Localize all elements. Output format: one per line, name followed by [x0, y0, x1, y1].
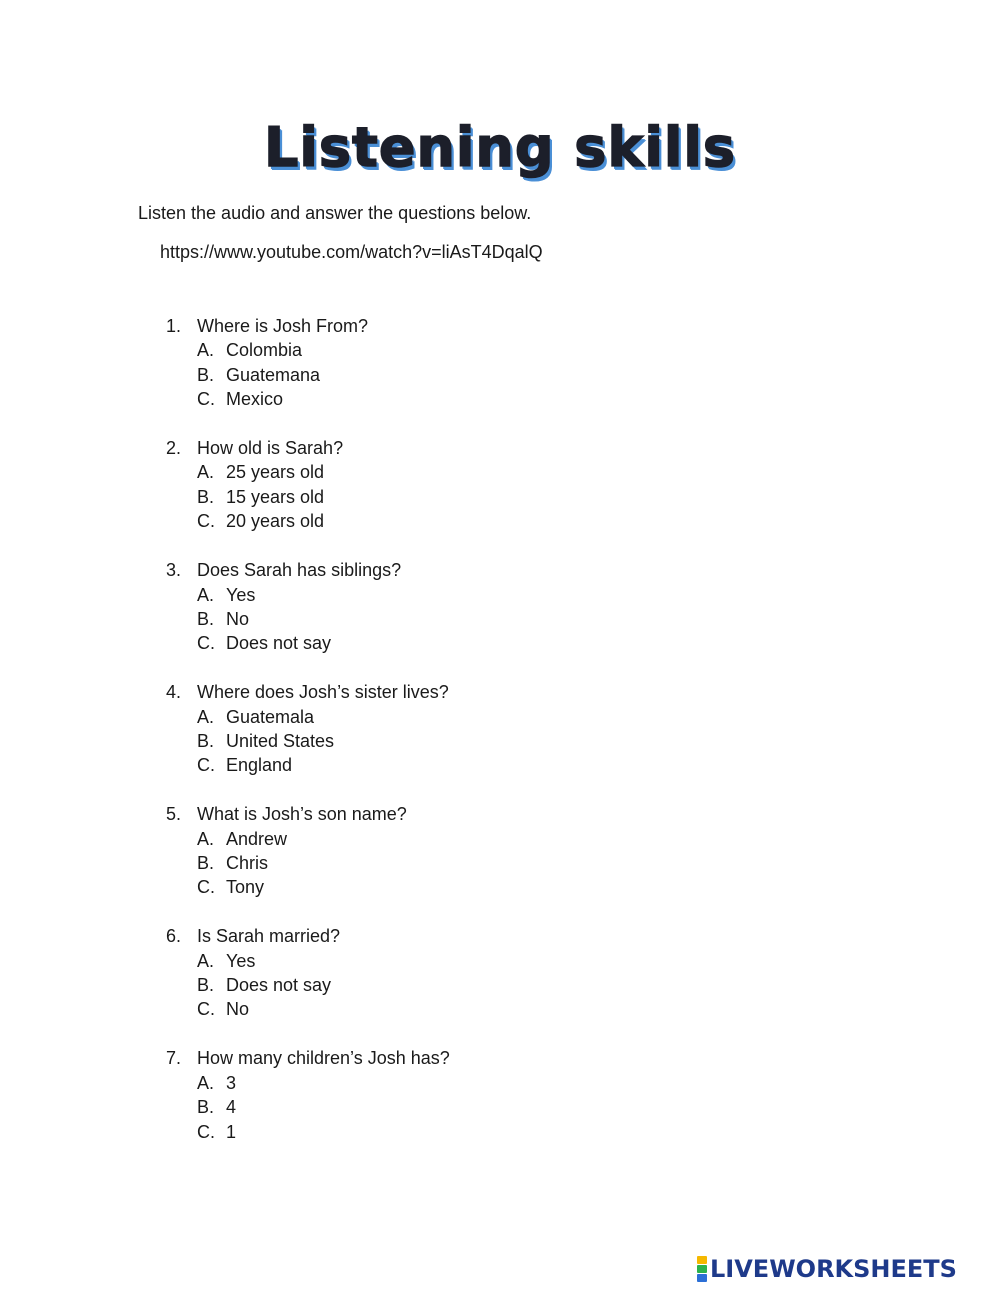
option-letter: C.: [197, 1121, 215, 1142]
option-list: [166, 460, 450, 533]
option-letter: C.: [197, 389, 215, 410]
liveworksheets-brand: [697, 1255, 957, 1283]
option-letter: C.: [197, 633, 215, 654]
option-letter: A.: [197, 706, 215, 727]
question-text: Does Sarah has siblings?: [197, 560, 402, 581]
option-item: [197, 753, 450, 777]
question-number: 4.: [166, 682, 182, 703]
option-letter: C.: [197, 877, 215, 898]
question-text: Where is Josh From?: [197, 316, 369, 336]
option-text: Colombia: [226, 340, 303, 361]
option-text: Tony: [226, 877, 265, 898]
option-letter: B.: [197, 853, 215, 874]
option-item: [197, 387, 450, 411]
option-text: No: [226, 999, 250, 1020]
worksheet-title: Listening skills: [263, 116, 737, 179]
option-item: [197, 485, 450, 509]
option-text: Does not say: [226, 975, 332, 996]
option-letter: A.: [197, 828, 215, 849]
option-list: [166, 827, 450, 900]
option-letter: C.: [197, 755, 215, 776]
logo-block-green: [697, 1265, 707, 1273]
question-2: [166, 436, 450, 534]
option-item: [197, 363, 450, 387]
option-text: 4: [226, 1097, 237, 1118]
option-letter: A.: [197, 1072, 215, 1093]
option-text: Mexico: [226, 389, 284, 410]
option-letter: B.: [197, 730, 215, 751]
option-text: Yes: [226, 950, 256, 971]
option-item: [197, 851, 450, 875]
question-text: What is Josh’s son name?: [197, 804, 407, 825]
option-letter: A.: [197, 340, 215, 361]
question-1: [166, 314, 450, 412]
option-text: Yes: [226, 584, 256, 605]
logo-block-blue: [697, 1274, 707, 1282]
option-item: [197, 583, 450, 607]
option-text: Does not say: [226, 633, 332, 654]
option-text: Guatemana: [226, 364, 321, 385]
option-letter: B.: [197, 1097, 215, 1118]
question-number: 6.: [166, 926, 182, 947]
option-item: [197, 949, 450, 973]
question-text: Is Sarah married?: [197, 926, 341, 947]
option-item: [197, 875, 450, 899]
option-letter: B.: [197, 364, 215, 385]
question-4: [166, 680, 450, 778]
option-item: [197, 607, 450, 631]
question-5: [166, 802, 450, 900]
option-text: No: [226, 608, 250, 629]
option-item: [197, 705, 450, 729]
liveworksheets-logo-icon: [697, 1256, 707, 1282]
option-letter: C.: [197, 511, 215, 532]
option-item: [197, 1120, 450, 1144]
option-letter: A.: [197, 462, 215, 483]
question-list: [166, 314, 450, 1168]
option-item: [197, 1071, 450, 1095]
option-item: [197, 827, 450, 851]
logo-block-yellow: [697, 1256, 707, 1264]
option-letter: A.: [197, 950, 215, 971]
question-7: [166, 1046, 450, 1144]
option-list: [166, 949, 450, 1022]
option-text: England: [226, 755, 293, 776]
option-item: [197, 631, 450, 655]
instructions-text: Listen the audio and answer the questions below.: [138, 203, 532, 223]
option-item: [197, 729, 450, 753]
question-3: [166, 558, 450, 656]
option-text: Guatemala: [226, 706, 315, 727]
option-list: [166, 583, 450, 656]
brand-name: LIVEWORKSHEETS: [710, 1255, 957, 1283]
option-letter: B.: [197, 608, 215, 629]
question-6: [166, 924, 450, 1022]
option-text: Andrew: [226, 828, 288, 849]
option-item: [197, 338, 450, 362]
question-number: 3.: [166, 560, 182, 581]
audio-link[interactable]: https://www.youtube.com/watch?v=liAsT4DqalQ: [160, 242, 543, 262]
question-text: How many children’s Josh has?: [197, 1048, 450, 1069]
option-text: United States: [226, 730, 335, 751]
question-text: How old is Sarah?: [197, 438, 344, 459]
question-number: 5.: [166, 804, 182, 825]
option-item: [197, 997, 450, 1021]
option-text: 25 years old: [226, 462, 325, 483]
option-letter: B.: [197, 486, 215, 507]
option-list: [166, 705, 450, 778]
option-item: [197, 460, 450, 484]
option-text: Chris: [226, 853, 269, 874]
question-number: 7.: [166, 1048, 182, 1069]
option-item: [197, 509, 450, 533]
option-text: 20 years old: [226, 511, 325, 532]
option-text: 3: [226, 1072, 237, 1093]
option-text: 1: [226, 1121, 237, 1142]
option-item: [197, 1095, 450, 1119]
option-item: [197, 973, 450, 997]
option-letter: B.: [197, 975, 215, 996]
option-letter: C.: [197, 999, 215, 1020]
option-letter: A.: [197, 584, 215, 605]
question-number: 2.: [166, 438, 182, 459]
option-text: 15 years old: [226, 486, 325, 507]
question-text: Where does Josh’s sister lives?: [197, 682, 449, 703]
option-list: [166, 1071, 450, 1144]
question-number: 1.: [166, 316, 182, 336]
option-list: [166, 338, 450, 411]
